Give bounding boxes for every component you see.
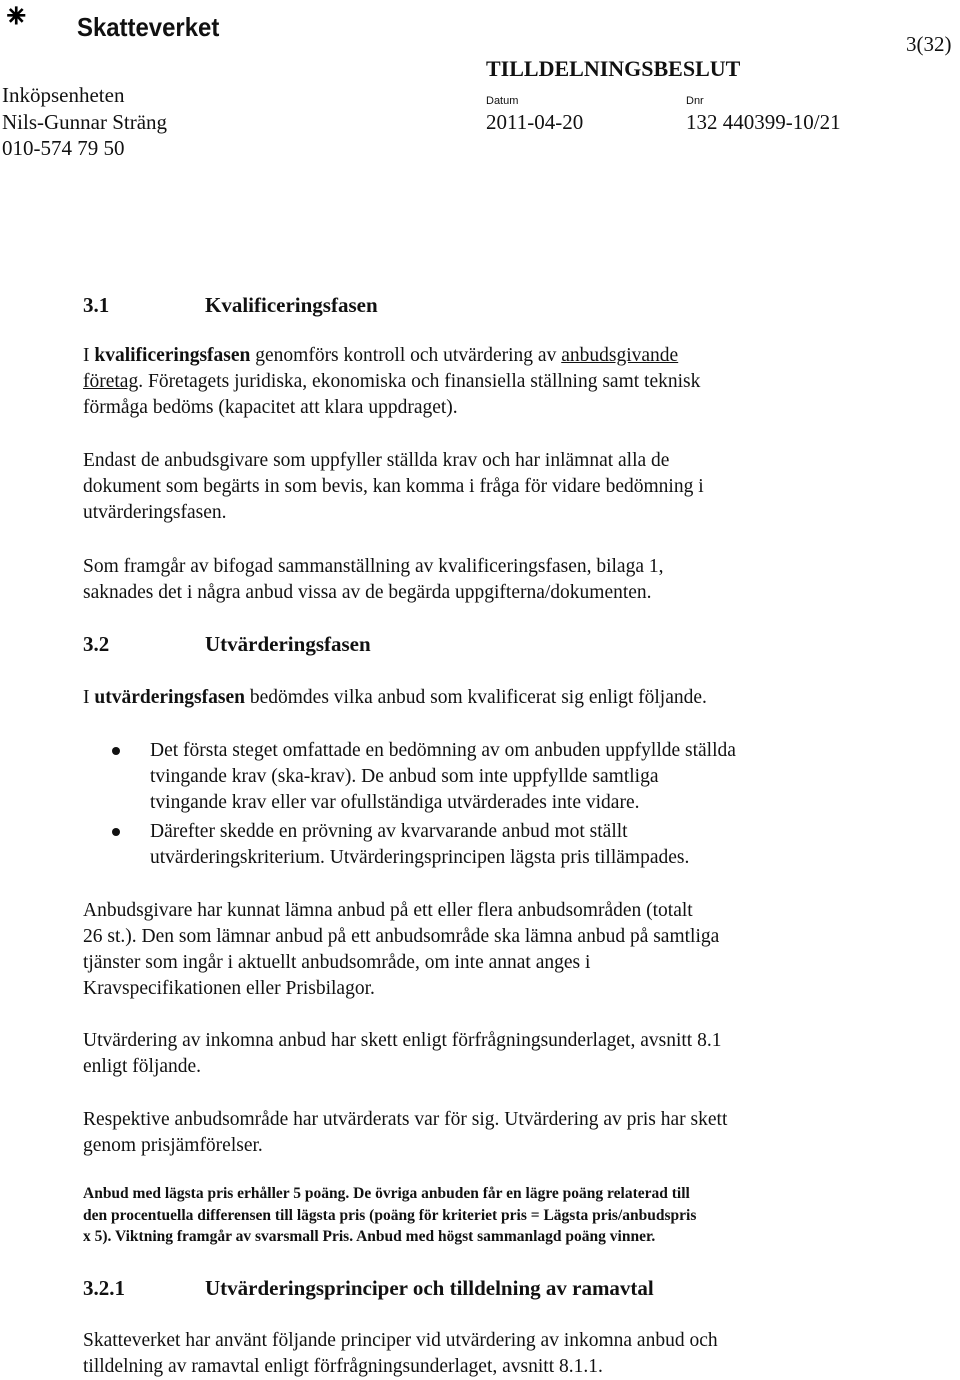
bullet-icon — [112, 828, 120, 836]
paragraph-kvalificering — [83, 343, 843, 421]
text-line: Anbudsgivare har kunnat lämna anbud på ett eller flera anbudsområden (totalt — [83, 900, 693, 921]
dnr-label: Dnr — [686, 95, 704, 107]
paragraph-utvardering-intro — [83, 685, 843, 711]
text-line: enligt följande. — [83, 1056, 202, 1077]
section-3-2-title: Utvärderingsfasen — [205, 632, 371, 656]
contact-phone: 010-574 79 50 — [2, 136, 125, 160]
text-line: Skatteverket har använt följande principer vid utvärdering av inkomna anbud och — [83, 1330, 718, 1351]
paragraph-endast — [83, 448, 843, 526]
list-item — [150, 819, 870, 871]
underlined-term: anbudsgivande — [561, 345, 679, 366]
text-line: tvingande krav eller var ofullständiga utvärderades inte vidare. — [150, 792, 640, 813]
logo-text: Skatteverket — [77, 12, 220, 42]
text-line: Det första steget omfattade en bedömning av om anbuden uppfyllde ställda — [150, 740, 736, 761]
contact-name: Nils-Gunnar Sträng — [2, 110, 168, 134]
bold-term: kvalificeringsfasen — [94, 345, 251, 366]
bullet-icon — [112, 747, 120, 755]
text-line: Respektive anbudsområde har utvärderats var för sig. Utvärdering av pris har skett — [83, 1109, 728, 1130]
text-line: Endast de anbudsgivare som uppfyller ställda krav och har inlämnat alla de — [83, 450, 670, 471]
paragraph-poang-rules — [83, 1183, 863, 1248]
section-3-2-1-number: 3.2.1 — [83, 1276, 125, 1300]
section-3-1-title: Kvalificeringsfasen — [205, 293, 378, 317]
text-line: genom prisjämförelser. — [83, 1135, 263, 1156]
list-item — [150, 738, 870, 816]
text-line: Utvärdering av inkomna anbud har skett enligt förfrågningsunderlaget, avsnitt 8.1 — [83, 1030, 722, 1051]
text-line: tvingande krav (ska-krav). De anbud som inte uppfyllde samtliga — [150, 766, 659, 787]
paragraph-som-framgar — [83, 554, 843, 606]
bullet-list — [150, 738, 870, 874]
text: . Företagets juridiska, ekonomiska och finansiella ställning samt teknisk — [138, 371, 701, 392]
department: Inköpsenheten — [2, 83, 125, 107]
underlined-term: företag — [83, 371, 139, 392]
text-line: Därefter skedde en prövning av kvarvarande anbud mot ställt — [150, 821, 628, 842]
text: I — [83, 345, 95, 366]
section-3-1-number: 3.1 — [83, 293, 110, 317]
section-3-2-number: 3.2 — [83, 632, 110, 656]
text: genomförs kontroll och utvärdering av — [250, 345, 562, 366]
text-line: dokument som begärts in som bevis, kan komma i fråga för vidare bedömning i — [83, 476, 704, 497]
datum-value: 2011-04-20 — [486, 110, 584, 134]
text-line: förmåga bedöms (kapacitet att klara uppdraget). — [83, 397, 458, 418]
text-line: den procentuella differensen till lägsta pris (poäng för kriteriet pris = Lägsta pris/anbudspris — [83, 1206, 697, 1224]
text-line: utvärderingsfasen. — [83, 502, 227, 523]
paragraph-utvardering-inkomna — [83, 1028, 843, 1080]
dnr-value: 132 440399-10/21 — [686, 110, 841, 134]
text-line: saknades det i några anbud vissa av de begärda uppgifterna/dokumenten. — [83, 582, 652, 603]
text-line: tilldelning av ramavtal enligt förfrågningsunderlaget, avsnitt 8.1.1. — [83, 1356, 603, 1377]
logo-asterisk-icon: ⁕ — [2, 0, 31, 37]
text: I — [83, 687, 95, 708]
bold-term: utvärderingsfasen — [94, 687, 245, 708]
document-title: TILLDELNINGSBESLUT — [486, 56, 741, 81]
paragraph-principer — [83, 1328, 843, 1380]
text-line: 26 st.). Den som lämnar anbud på ett anbudsområde ska lämna anbud på samtliga — [83, 926, 720, 947]
section-3-2-1-title: Utvärderingsprinciper och tilldelning av ramavtal — [205, 1276, 654, 1300]
text-line: x 5). Viktning framgår av svarsmall Pris. Anbud med högst sammanlagd poäng vinner. — [83, 1228, 656, 1245]
text-line: Kravspecifikationen eller Prisbilagor. — [83, 978, 375, 999]
datum-label: Datum — [486, 95, 519, 107]
text-line: Som framgår av bifogad sammanställning av kvalificeringsfasen, bilaga 1, — [83, 556, 664, 577]
text-line: utvärderingskriterium. Utvärderingsprincipen lägsta pris tillämpades. — [150, 847, 690, 868]
text: bedömdes vilka anbud som kvalificerat sig enligt följande. — [244, 687, 707, 708]
text-line: Anbud med lägsta pris erhåller 5 poäng. De övriga anbuden får en lägre poäng relaterad till — [83, 1185, 690, 1202]
text-line: tjänster som ingår i aktuellt anbudsområde, om inte annat anges i — [83, 952, 591, 973]
paragraph-respektive — [83, 1107, 843, 1159]
paragraph-anbudsomraden — [83, 898, 843, 1002]
page-number: 3(32) — [906, 32, 952, 56]
